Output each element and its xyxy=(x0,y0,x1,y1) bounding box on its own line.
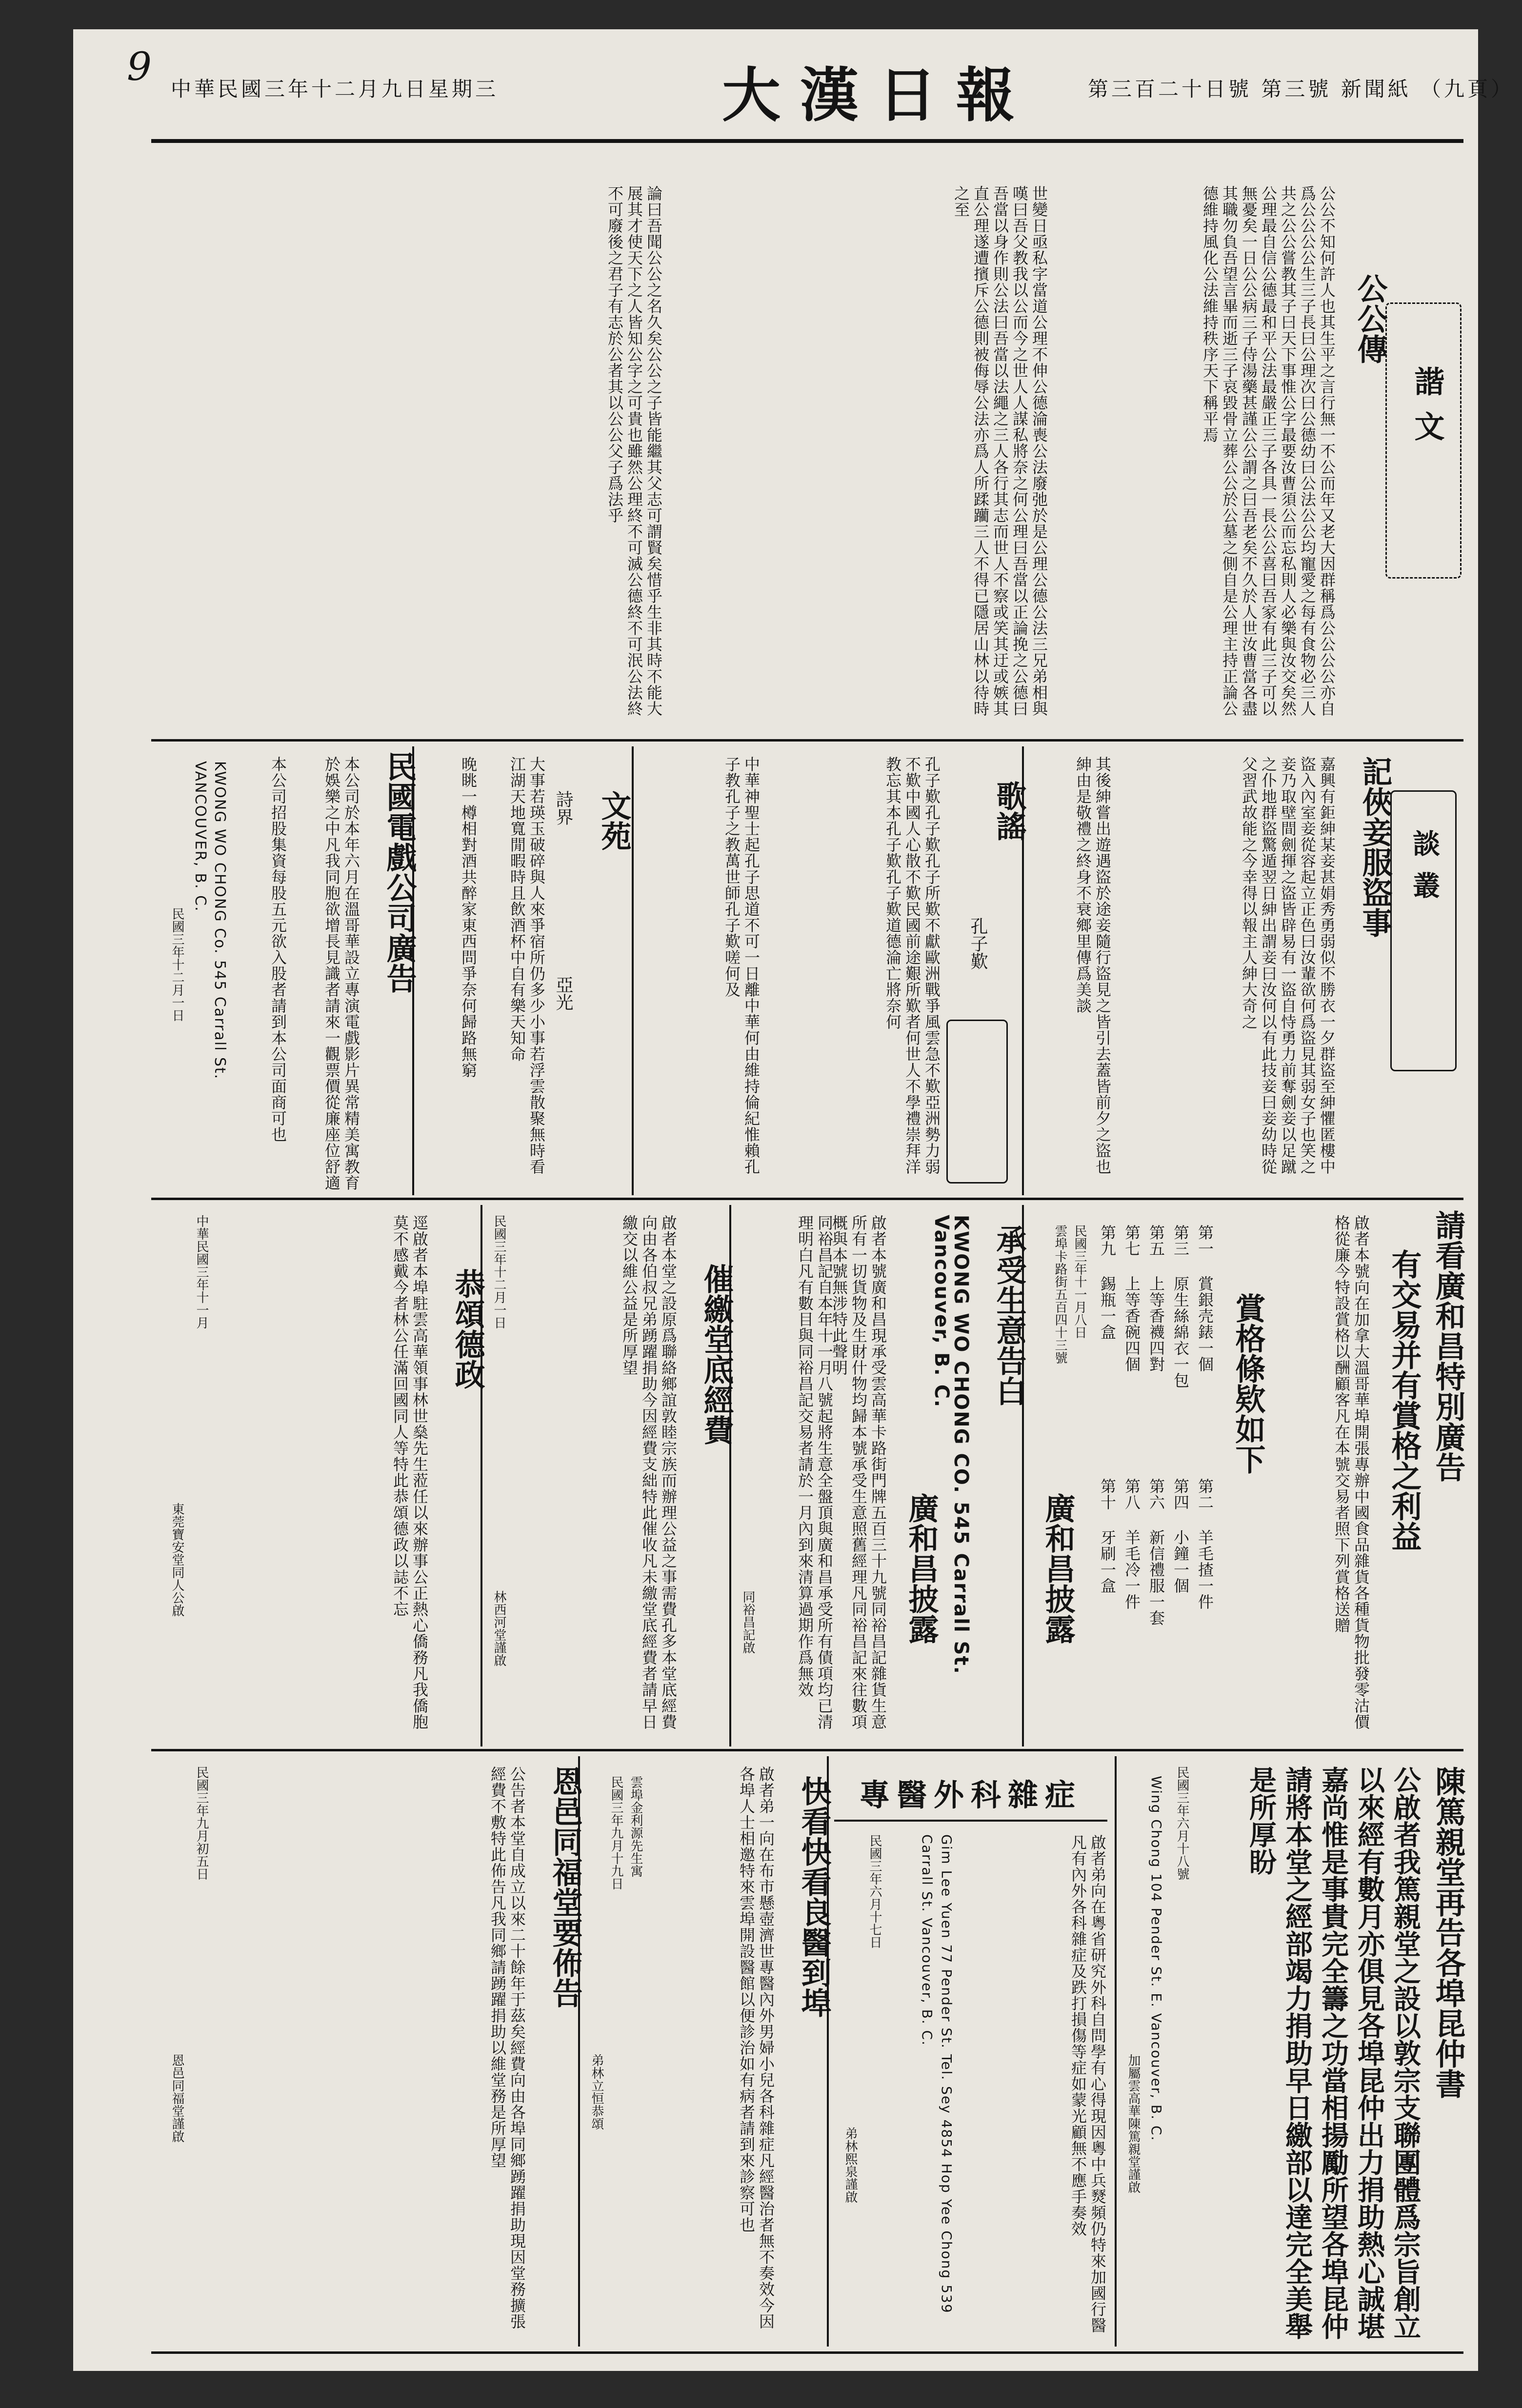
assignment-title: 承受生意告白 xyxy=(991,1224,1027,1406)
kwc-prize-2: 第二 羊毛揸一件 xyxy=(1196,1478,1214,1610)
association-date: 民國三年九月初五日 xyxy=(194,1766,209,1880)
doctor-date: 民國三年六月十七日 xyxy=(867,1834,882,1948)
chan-english: Wing Chong 104 Pender St. E. Vancouver, B. C. xyxy=(1148,1776,1164,2142)
good-doctor-title: 快看快看良醫到埠 xyxy=(796,1776,832,2018)
doctor-signature: 弟林熙泉謹啟 xyxy=(843,2127,858,2203)
dues-signature: 林西河堂謹啟 xyxy=(492,1590,506,1666)
good-doctor-signature: 弟林立恒恭頌 xyxy=(589,2054,604,2130)
kwc-prize-1: 第一 賞銀壳錶一個 xyxy=(1196,1224,1214,1372)
essay-column-label: 諧文 xyxy=(1409,366,1445,456)
chan-date: 民國三年六月十八號 xyxy=(1175,1766,1189,1880)
congrats-body: 逕啟者本埠駐雲高華領事林世燊先生蒞任以來辦事公正熱心僑務凡我僑胞莫不感戴今者林公任滿回國同人等特此恭頌德政以誌不忘 xyxy=(391,1215,429,1730)
songs-title: 歌謠 xyxy=(991,781,1027,841)
doctor-title-rule xyxy=(834,1820,1107,1822)
chan-title: 陳篤親堂再告各埠昆仲書 xyxy=(1430,1766,1466,2099)
assignment-signature: 廣和昌披露 xyxy=(903,1493,939,1644)
association-signature: 恩邑同福堂謹啟 xyxy=(170,2054,184,2143)
poetry-body: 大事若瑛玉破碎與人來爭宿所仍多少小事若浮雲散聚無時看江湖天地寬閒暇時且飲酒杯中自有樂天知命 xyxy=(508,756,546,1175)
top-tier-rule xyxy=(151,739,1463,742)
songs-sub: 孔子歎 xyxy=(968,917,988,970)
film-ad-body-2: 本公司招股集資每股五元欲入股者請到本公司面商可也 xyxy=(269,756,287,1143)
dues-title: 催繳堂底經費 xyxy=(699,1264,734,1445)
kwc-subtitle: 有交易并有賞格之利益 xyxy=(1386,1249,1422,1551)
congrats-signature: 東莞寶安堂同人公啟 xyxy=(170,1503,184,1617)
kwc-prize-7: 第七 上等香碗四個 xyxy=(1122,1224,1141,1372)
dues-body: 啟者本堂之設原爲聯絡鄉誼敦睦宗族而辦理公益之事需費孔多本堂底經費向由各伯叔兄弟踴躍捐助今因經費支絀特此催收凡未繳堂底經費者請早日繳交以維公益是所厚望 xyxy=(620,1215,678,1730)
kwc-prize-4: 第四 小鐘一個 xyxy=(1171,1478,1190,1594)
film-ad-body: 本公司於本年六月在溫哥華設立專演電戲影片異常精美寓教育於娛樂之中凡我同胞欲增長見識者請來一觀票價從廉座位舒適 xyxy=(322,756,360,1191)
kwc-intro: 啟者本號向在加拿大溫哥華埠開張專辦中國食品雜貨各種貨物批發零沽價格從廉今特設賞格以酬顧客凡在本號交易者照下列賞格送贈 xyxy=(1332,1215,1370,1730)
essay-body-2: 世變日亟私字當道公理不伸公德淪喪公法廢弛於是公理公德公法三兄弟相與嘆曰吾父教我以公而今之世人人謀私將奈之何公理曰吾當以正論挽之公德曰吾當以身作則公法曰吾當以法繩之三人各行其志而世人不察或笑其迂或嫉其直公理遂遭擯斥公德則被侮辱公法亦爲人所蹂躪三人不得已隱居山林以待時之至 xyxy=(952,185,1048,717)
kwc-title: 請看廣和昌特別廣告 xyxy=(1430,1210,1466,1482)
essay-body-3: 論曰吾聞公公之名久矣公公之子皆能繼其父志可謂賢矣惜乎生非其時不能大展其才使天下之人皆知公字之可貴也雖然公理終不可滅公德終不可泯公法終不可廢後之君子有志於公者其以公公父子爲法乎 xyxy=(605,185,663,717)
kwc-prize-5: 第五 上等香襪四對 xyxy=(1147,1224,1165,1372)
songs-body: 孔子歎孔子歎孔子所歎不獻歐洲戰爭風雲急不歎亞洲勢力弱不歎中國人心散不歎民國前途艱所歎者何世人不學禮崇拜洋教忘其本孔子歎孔子歎道德淪亡將奈何 xyxy=(883,756,941,1175)
lower-tier-rule xyxy=(151,1749,1463,1751)
newspaper-page xyxy=(73,29,1515,2371)
assignment-english: KWONG WO CHONG CO. 545 Carrall St. Vancouver, B. C. xyxy=(930,1215,972,1675)
vase-ornament xyxy=(946,1020,1008,1184)
congrats-title: 恭頌德政 xyxy=(450,1268,485,1389)
kwc-prize-6: 第六 新信禮服一套 xyxy=(1147,1478,1165,1626)
film-ad-date: 民國三年十二月一日 xyxy=(170,907,184,1022)
poetry-body-2: 晚眺一樽相對酒共醉家東西問爭奈何歸路無窮 xyxy=(459,756,478,1078)
page-number: 9 xyxy=(127,44,152,89)
association-body: 公告者本堂自成立以來二十餘年于茲矣經費向由各埠同鄉踴躍捐助現因堂務擴張經費不敷特此佈告凡我同鄉請踴躍捐助以維堂務是所厚望 xyxy=(488,1766,526,2329)
talk-title: 記俠妾服盜事 xyxy=(1357,756,1393,938)
film-ad-english: KWONG WO CHONG Co. 545 Carrall St. VANCOUVER, B. C. xyxy=(192,761,228,1080)
poetry-author: 亞光 xyxy=(553,976,573,1011)
kwc-prizes-title: 賞格條欵如下 xyxy=(1230,1293,1266,1474)
chan-divider xyxy=(1115,1756,1117,2347)
masthead-date: 中華民國三年十二月九日星期三 xyxy=(171,77,499,101)
doctor-body: 啟者弟向在粵省研究外科自問學有心得現因粵中兵燹頻仍特來加國行醫凡有內外各科雜症及跌打損傷等症如蒙光顧無不應手奏效 xyxy=(1069,1834,1107,2333)
talk-body-2: 其後紳嘗出遊遇盜於途妾隨行盜見之皆引去蓋皆前夕之盜也紳由是敬禮之終身不衰鄉里傳爲美談 xyxy=(1074,756,1112,1175)
kwc-prize-9: 第九 錫瓶一盒 xyxy=(1098,1224,1117,1340)
poetry-sub: 詩界 xyxy=(553,790,573,825)
kwc-address: 雲埠卡路街五百四十三號 xyxy=(1053,1224,1067,1364)
dues-date: 民國三年十二月一日 xyxy=(492,1215,506,1329)
good-doctor-contact: 雲埠金利源先生寓 xyxy=(628,1776,643,1877)
kwc-prize-8: 第八 羊毛冷一件 xyxy=(1122,1478,1141,1610)
good-doctor-date: 民國三年九月十九日 xyxy=(609,1776,623,1890)
kwc-prize-3: 第三 原生絲綿衣一包 xyxy=(1171,1224,1190,1388)
assignment-body: 啟者本號廣和昌現承受雲高華卡路街門牌五百三十九號同裕昌記雜貨生意所有一切貨物及生財什物均歸本號承受生意照舊經理凡同裕昌記來往數項概與本號無涉特此聲明 xyxy=(830,1215,887,1730)
kwc-date: 民國三年十一月八日 xyxy=(1072,1224,1087,1339)
middle-tier-rule xyxy=(151,1198,1463,1200)
kwc-signature: 廣和昌披露 xyxy=(1040,1493,1076,1644)
chan-body: 公啟者我篤親堂之設以敦宗支聯團體爲宗旨創立以來經有數月亦俱見各埠昆仲出力捐助熱心誠堪嘉尚惟是事貴完全籌之功當相揚勵所望各埠昆仲請將本堂之經部竭力捐助早日繳部以達完全美舉是所厚盼 xyxy=(1245,1766,1422,2340)
essay-title: 公公傳 xyxy=(1352,273,1388,364)
doctor-english: Gim Lee Yuen 77 Pender St. Tel. Sey 4854 Hop Yee Chong 539 Carrall St. Vancouver, B. C. xyxy=(919,1834,955,2314)
masthead-issue: 第三百二十日號 第三號 新聞紙 （九頁） xyxy=(1088,77,1515,101)
good-doctor-body: 啟者弟一向在布市懸壺濟世專醫內外男婦小兒各科雜症凡經醫治者無不奏效今因各埠人士相邀特來雲埠開設醫館以便診治如有病者請到來診察可也 xyxy=(737,1766,775,2329)
page-bottom-rule xyxy=(151,2351,1463,2354)
congrats-date: 中華民國三年十一月 xyxy=(194,1215,209,1329)
masthead-title: 大漢日報 xyxy=(722,61,1034,130)
assignment-signature-2: 同裕昌記啟 xyxy=(741,1590,755,1654)
essay-body: 公公不知何許人也其生平之言行無一不公而年又老大因群稱爲公公公公亦自爲公公公公生三子長曰公理次曰公德幼曰公法公公均寵愛之每有食物必三人共之公公嘗教其子曰天下事惟公字最要汝曹須公而忘私則人必樂與汝交矣然公理最自信公德最和平公法最嚴正三子各具一長公公喜曰吾家有此三子可以無憂矣一日公公病三子侍湯藥甚謹公公謂之曰吾老矣不久於人世汝曹當各盡其職勿負吾望言畢而逝三子哀毀骨立葬公公於公墓之側自是公理主持正論公德維持風化公法維持秩序天下稱平焉 xyxy=(1201,185,1336,717)
talk-body: 嘉興有鉅紳某妾甚娟秀勇弱似不勝衣一夕群盜至紳懼匿樓中盜入內室妾從容起立正色曰汝輩欲何爲盜見其弱女子也笑之妾乃取壁間劍揮之盜皆辟易有一盜自恃勇力前奪劍妾以足蹴之仆地群盜驚遁翌日紳出謂妾曰汝何以有此技妾曰妾幼時從父習武故能之今幸得以報主人紳大奇之 xyxy=(1240,756,1336,1175)
chan-signature: 加屬雲高華陳篤親堂謹啟 xyxy=(1126,2054,1141,2193)
assignment-body-2: 同裕昌記自本年十一月八號起將生意全盤頂與廣和昌承受所有債項均已清理明白凡有數目與同裕昌記交易者請於一月內到來清算過期作爲無效 xyxy=(796,1215,834,1730)
kwc-prize-10: 第十 牙刷一盒 xyxy=(1098,1478,1117,1594)
talk-column-label: 談叢 xyxy=(1408,829,1441,913)
masthead-rule xyxy=(151,139,1463,143)
songs-body-2: 中華神聖士起孔子思道不可一日離中華何由維持倫紀惟賴孔子教孔子之教萬世師孔子歎嗟何及 xyxy=(722,756,761,1175)
film-ad-title: 民國電戲公司廣告 xyxy=(381,751,417,993)
association-title: 恩邑同福堂要佈告 xyxy=(547,1766,583,2008)
poetry-title: 文苑 xyxy=(596,790,632,851)
doctor-title: 專醫外科雜症 xyxy=(859,1777,1082,1813)
